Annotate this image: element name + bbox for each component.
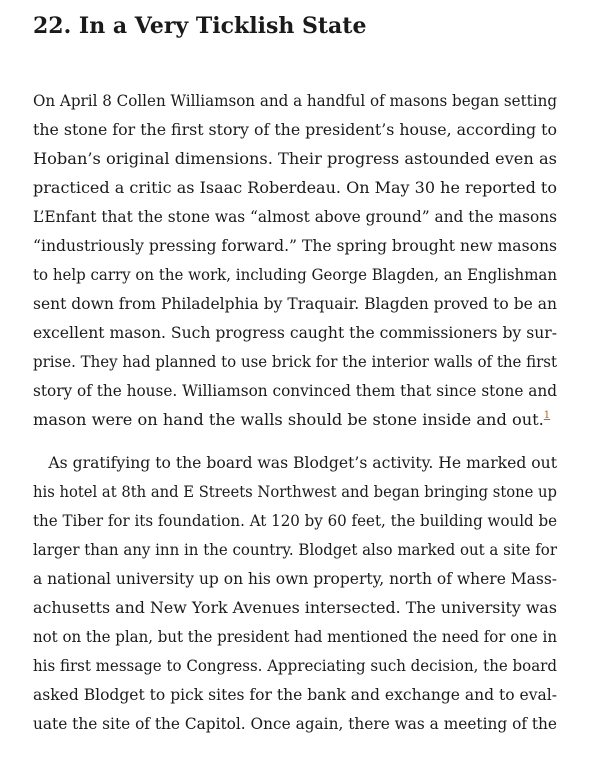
chapter-body xyxy=(33,86,563,738)
text-line: sent down from Philadelphia by Traquair. Blagden proved to be an xyxy=(33,294,557,313)
text-line: As gratifying to the board was Blodget’s activity. He marked out xyxy=(48,453,557,472)
text-line-content: mason were on hand the walls should be stone inside and out. xyxy=(33,410,544,429)
text-line: Hoban’s original dimensions. Their progress astounded even as xyxy=(33,149,557,168)
text-line: uate the site of the Capitol. Once again, there was a meeting of the xyxy=(33,714,558,733)
text-line: prise. They had planned to use brick for the interior walls of the first xyxy=(33,352,558,371)
paragraph-2 xyxy=(33,448,563,738)
chapter-title: 22. In a Very Ticklish State xyxy=(33,13,367,39)
paragraph-1 xyxy=(33,86,563,434)
text-line: “industriously pressing forward.” The spring brought new masons xyxy=(33,236,558,255)
text-line: not on the plan, but the president had mentioned the need for one in xyxy=(33,627,557,646)
text-line: story of the house. Williamson convinced them that since stone and xyxy=(33,381,558,400)
paragraph-spacer xyxy=(33,434,563,448)
text-line-last xyxy=(33,405,563,434)
text-line: his hotel at 8th and E Streets Northwest and began bringing stone up xyxy=(33,482,557,501)
text-line: excellent mason. Such progress caught the commissioners by sur- xyxy=(33,323,557,342)
text-line: practiced a critic as Isaac Roberdeau. On May 30 he reported to xyxy=(33,178,557,197)
text-line: asked Blodget to pick sites for the bank and exchange and to eval- xyxy=(33,685,558,704)
text-line: the Tiber for its foundation. At 120 by 60 feet, the building would be xyxy=(33,511,558,530)
text-line: a national university up on his own property, north of where Mass- xyxy=(33,569,557,588)
text-line: larger than any inn in the country. Blodget also marked out a site for xyxy=(33,540,557,559)
text-line: to help carry on the work, including George Blagden, an Englishman xyxy=(33,265,558,284)
text-line: his first message to Congress. Appreciating such decision, the board xyxy=(33,656,557,675)
footnote-link[interactable]: 1 xyxy=(543,410,551,421)
text-line: On April 8 Collen Williamson and a handful of masons began setting xyxy=(33,91,558,110)
text-line: achusetts and New York Avenues intersected. The university was xyxy=(33,598,558,617)
text-line: the stone for the first story of the president’s house, according to xyxy=(33,120,558,139)
text-line: L’Enfant that the stone was “almost above ground” and the masons xyxy=(33,207,558,226)
